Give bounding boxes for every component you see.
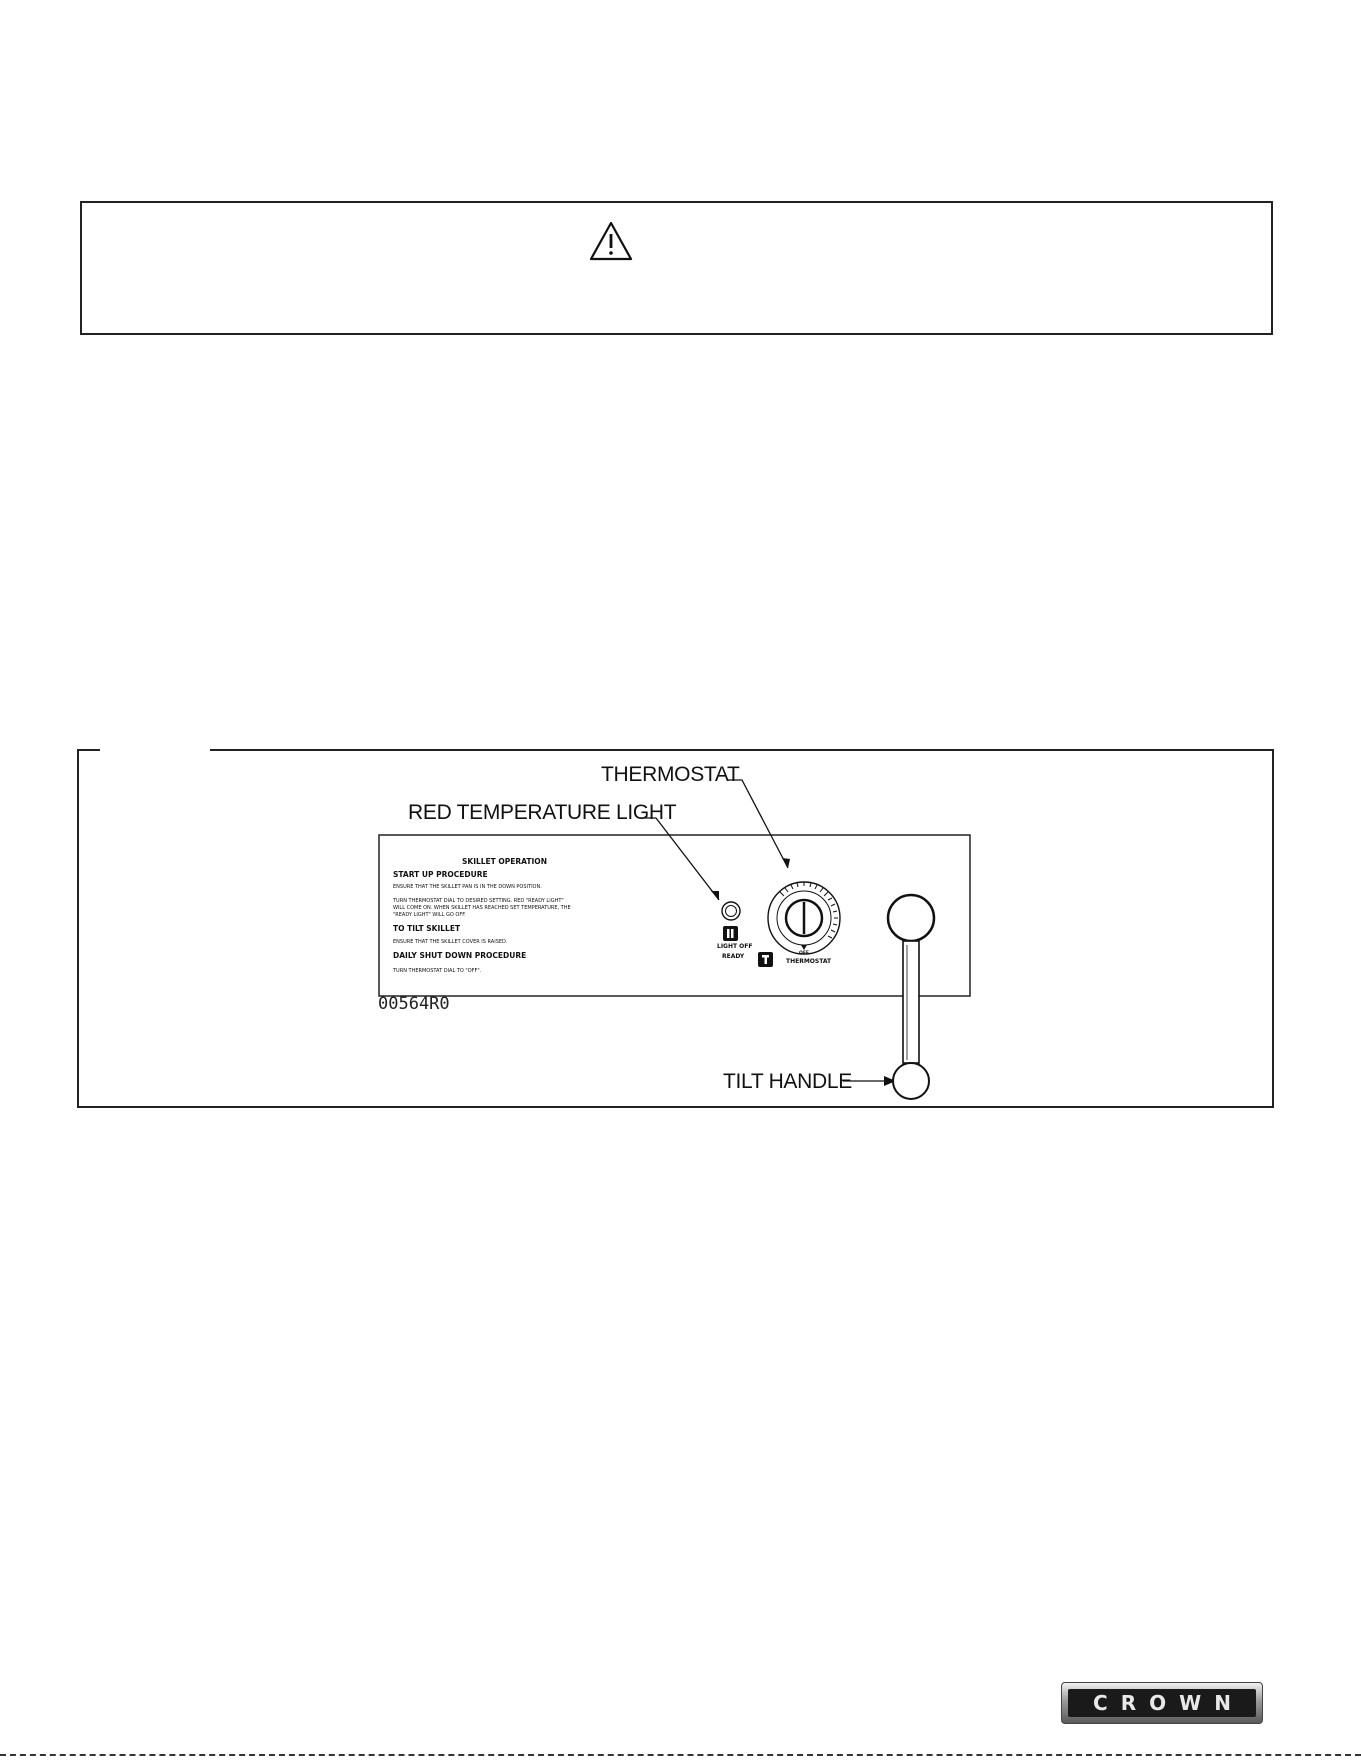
callout-red-temperature-light: RED TEMPERATURE LIGHT [408,801,677,824]
thermostat-off-label: OFF [799,951,809,956]
panel-start-up-line1: ENSURE THAT THE SKILLET PAN IS IN THE DOWN POSITION. [393,884,542,890]
thermostat-panel-label: THERMOSTAT [786,958,832,965]
light-off-label: LIGHT OFF [717,943,753,950]
thermostat-dial [768,882,840,954]
panel-start-up-line3: WILL COME ON. WHEN SKILLET HAS REACHED SET TEMPERATURE, THE [393,905,571,911]
panel-start-up-line4: "READY LIGHT" WILL GO OFF. [393,912,466,918]
panel-shutdown-line1: TURN THERMOSTAT DIAL TO "OFF". [393,968,482,974]
leader-lines [640,780,890,1081]
panel-start-up-line2: TURN THERMOSTAT DIAL TO DESIRED SETTING. RED "READY LIGHT" [393,898,564,904]
callout-thermostat: THERMOSTAT [601,763,740,786]
callout-tilt-handle: TILT HANDLE [723,1070,852,1093]
part-number: 00564R0 [378,994,450,1014]
tilt-handle [888,895,934,1099]
light-symbol-icon [723,926,738,941]
red-temperature-light [722,902,740,920]
crown-logo-plate [1068,1689,1256,1717]
footer-rule [0,1754,1361,1756]
panel-tilt-line1: ENSURE THAT THE SKILLET COVER IS RAISED. [393,939,508,945]
panel-shutdown-heading: DAILY SHUT DOWN PROCEDURE [393,951,527,960]
panel-start-up-heading: START UP PROCEDURE [393,870,488,879]
arrowhead-thermostat [782,858,790,868]
panel-tilt-heading: TO TILT SKILLET [393,924,461,933]
crown-logo-text: CROWN [1093,1691,1244,1715]
ready-label: READY [722,953,745,960]
crown-logo [1061,1682,1263,1724]
panel-title: SKILLET OPERATION [462,857,547,866]
